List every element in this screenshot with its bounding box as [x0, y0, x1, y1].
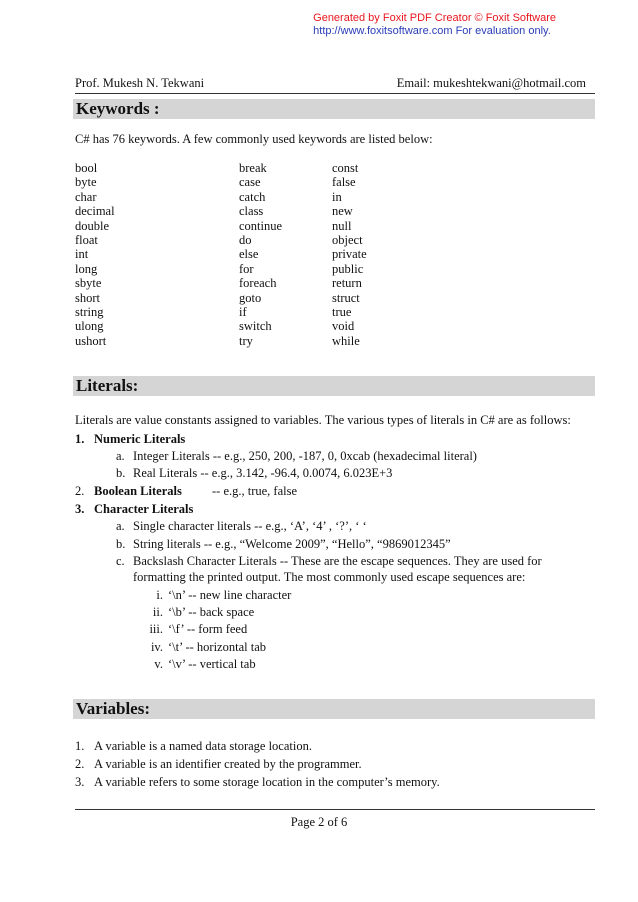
keyword: ushort [75, 333, 107, 348]
watermark-link[interactable]: http://www.foxitsoftware.com For evaluation only. [313, 25, 551, 37]
keyword: catch [239, 189, 266, 204]
footer-rule [75, 809, 595, 810]
page-number: Page 2 of 6 [290, 815, 348, 829]
keyword: true [332, 304, 352, 319]
keyword: case [239, 175, 261, 190]
list-number: 2. [75, 484, 85, 498]
keyword: object [332, 232, 363, 247]
keyword: foreach [239, 276, 277, 291]
keyword: string [75, 304, 104, 319]
integer-literals: Integer Literals -- e.g., 250, 200, -187, 0, 0xcab (hexadecimal literal) [133, 449, 477, 463]
keyword: double [75, 218, 110, 233]
variable-point: A variable refers to some storage location in the computer’s memory. [94, 775, 440, 789]
keyword: float [75, 232, 98, 247]
keyword: switch [239, 319, 272, 334]
keyword: in [332, 189, 342, 204]
list-letter: c. [116, 554, 125, 568]
character-literals-heading: Character Literals [94, 502, 194, 516]
list-number: 1. [75, 432, 85, 446]
keyword: sbyte [75, 276, 102, 291]
escape-sequence: ‘\v’ -- vertical tab [168, 657, 256, 671]
keywords-column-2 [239, 161, 282, 348]
single-char-literals: Single character literals -- e.g., ‘A’, ‘4’ , ‘?’, ‘ ‘ [133, 519, 367, 533]
variable-point: A variable is a named data storage location. [94, 739, 312, 753]
keyword: false [332, 175, 356, 190]
list-letter: b. [116, 466, 126, 480]
keyword: else [239, 247, 259, 262]
list-letter: a. [116, 519, 125, 533]
keyword: public [332, 261, 364, 276]
backslash-literals-line1: Backslash Character Literals -- These are the escape sequences. They are used for [133, 554, 542, 568]
escape-sequence: ‘\t’ -- horizontal tab [168, 640, 266, 654]
keyword: if [239, 304, 247, 319]
list-number: 3. [75, 775, 85, 789]
list-number: 2. [75, 757, 85, 771]
keyword: null [332, 218, 352, 233]
boolean-literals-example: -- e.g., true, false [212, 484, 298, 498]
keyword: new [332, 204, 353, 219]
header-rule [75, 93, 595, 94]
section-variables-title: Variables: [73, 699, 595, 719]
roman-numeral: ii. [152, 605, 163, 619]
roman-numeral: iv. [150, 640, 163, 654]
list-letter: b. [116, 537, 126, 551]
foxit-watermark [313, 12, 556, 38]
keyword: break [239, 161, 267, 175]
keywords-intro: C# has 76 keywords. A few commonly used keywords are listed below: [75, 132, 433, 146]
literals-intro: Literals are value constants assigned to variables. The various types of literals in C# are as follows: [75, 413, 571, 427]
keyword: try [239, 333, 253, 348]
keywords-column-1 [75, 161, 115, 348]
escape-sequence: ‘\b’ -- back space [168, 605, 255, 619]
roman-numeral: iii. [149, 622, 163, 636]
keyword: bool [75, 161, 98, 175]
keyword: private [332, 247, 367, 262]
keyword: class [239, 204, 264, 219]
list-number: 3. [75, 502, 85, 516]
list-number: 1. [75, 739, 85, 753]
keyword: do [239, 232, 252, 247]
roman-numeral: v. [154, 657, 163, 671]
keyword: struct [332, 290, 360, 305]
keyword: char [75, 189, 97, 204]
keywords-column-3 [332, 161, 367, 348]
escape-sequence: ‘\f’ -- form feed [168, 622, 248, 636]
keyword: short [75, 290, 100, 305]
numeric-literals-heading: Numeric Literals [94, 432, 186, 446]
keyword: byte [75, 175, 97, 190]
backslash-literals-line2: formatting the printed output. The most commonly used escape sequences are: [133, 570, 526, 584]
keyword: continue [239, 218, 283, 233]
keyword: for [239, 261, 254, 276]
string-literals: String literals -- e.g., “Welcome 2009”, “Hello”, “9869012345” [133, 537, 451, 551]
roman-numeral: i. [156, 588, 163, 602]
keyword: while [332, 333, 360, 348]
header-email: Email: mukeshtekwani@hotmail.com [396, 76, 586, 90]
header-author: Prof. Mukesh N. Tekwani [75, 76, 205, 90]
keyword: decimal [75, 204, 115, 219]
variable-point: A variable is an identifier created by the programmer. [94, 757, 362, 771]
escape-sequence: ‘\n’ -- new line character [168, 588, 292, 602]
keyword: int [75, 247, 89, 262]
keyword: ulong [75, 319, 104, 334]
list-letter: a. [116, 449, 125, 463]
keyword: void [332, 319, 355, 334]
watermark-line1: Generated by Foxit PDF Creator © Foxit Software [313, 12, 556, 24]
keyword: long [75, 261, 98, 276]
section-literals-title: Literals: [73, 376, 595, 396]
keyword: return [332, 276, 362, 291]
keyword: const [332, 161, 359, 175]
real-literals: Real Literals -- e.g., 3.142, -96.4, 0.0074, 6.023E+3 [133, 466, 393, 480]
section-keywords-title: Keywords : [73, 99, 595, 119]
boolean-literals-heading: Boolean Literals [94, 484, 182, 498]
keyword: goto [239, 290, 262, 305]
